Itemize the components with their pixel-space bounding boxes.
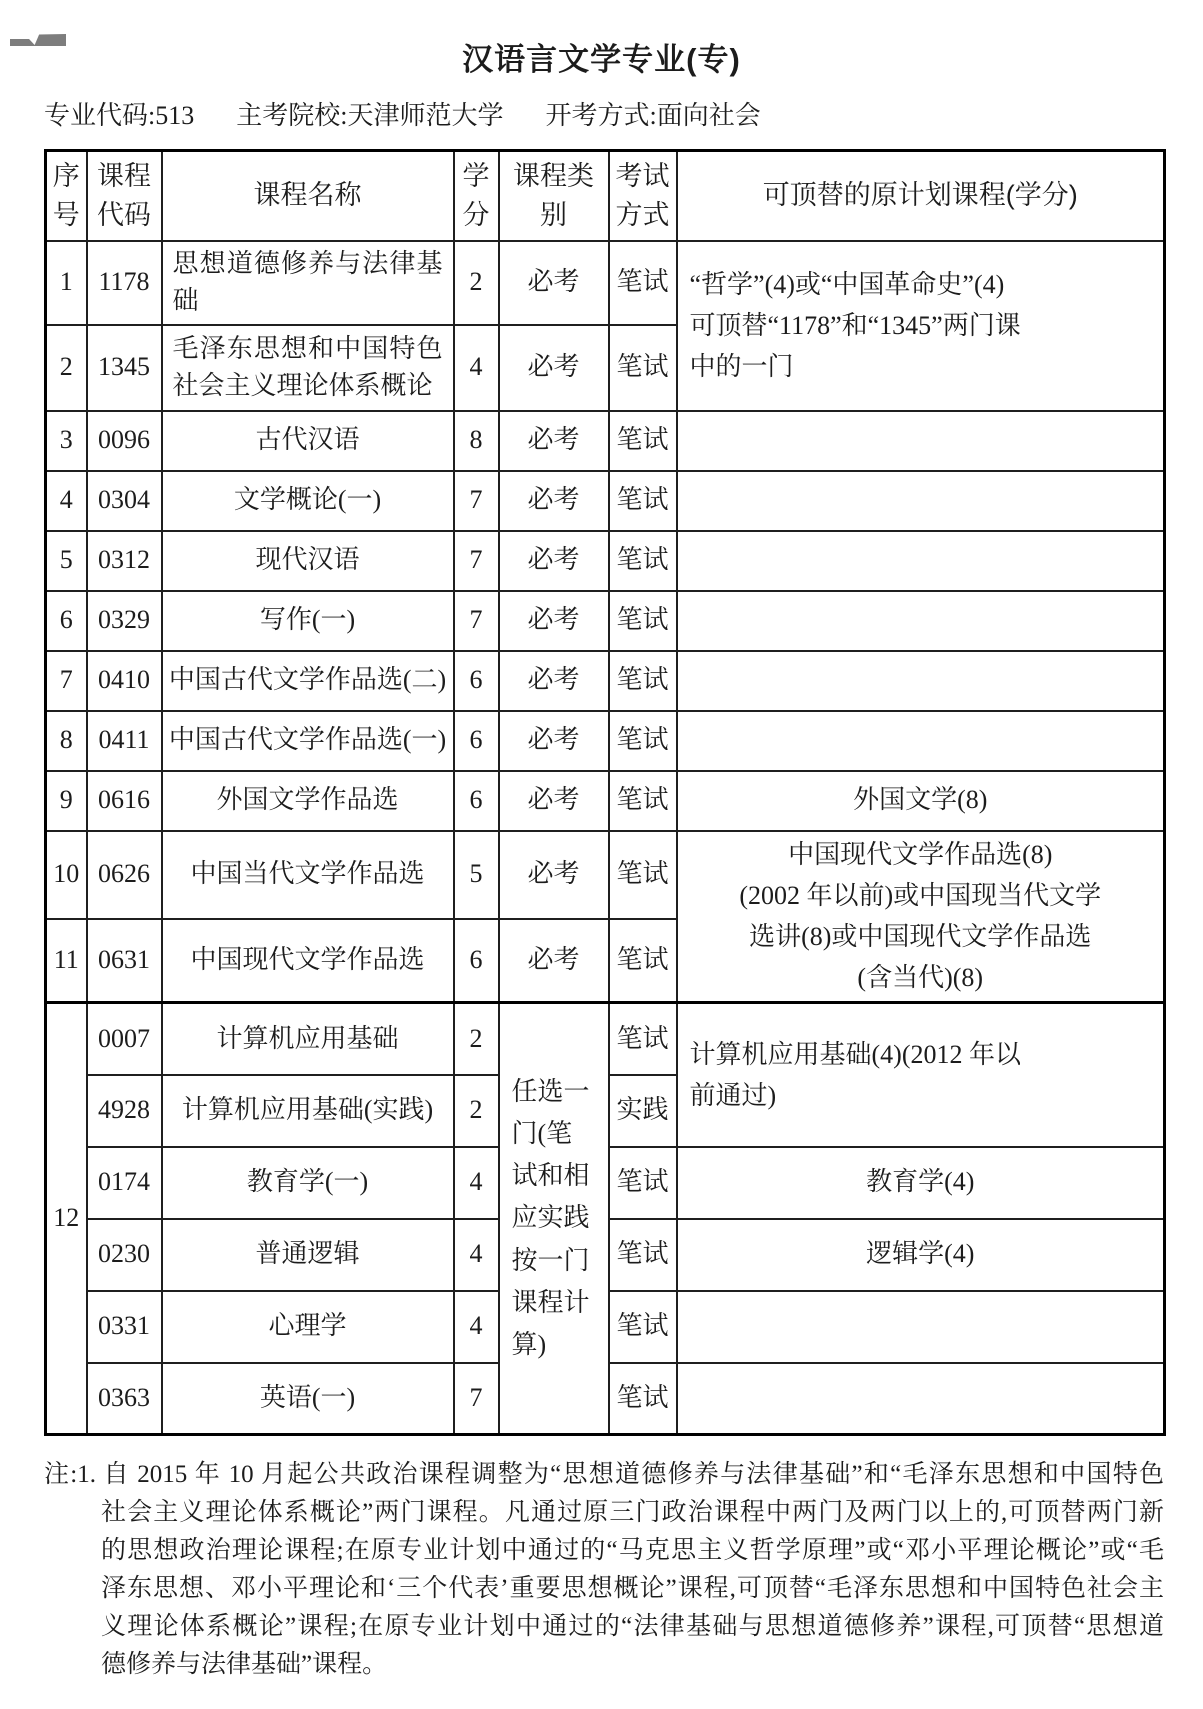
cell-code: 0329 xyxy=(87,591,162,651)
cell-name: 普通逻辑 xyxy=(162,1219,454,1291)
footnote-line: 社会主义理论体系概论”两门课程。凡通过原三门政治课程中两门及两门以上的,可顶替两门新 xyxy=(101,1499,1164,1526)
cell-code: 0096 xyxy=(87,411,162,471)
cell-seq: 7 xyxy=(46,651,87,711)
cell-category: 必考 xyxy=(499,325,609,411)
cell-code: 0304 xyxy=(87,471,162,531)
table-row xyxy=(46,591,1165,651)
cell-name: 古代汉语 xyxy=(162,411,454,471)
cell-seq: 1 xyxy=(46,241,87,325)
cell-category-merged: 任选一门(笔试和相应实践按一门课程计算) xyxy=(499,1003,609,1435)
cell-replace xyxy=(677,1291,1165,1363)
cell-credits: 8 xyxy=(454,411,499,471)
cell-replace-merged xyxy=(677,1003,1165,1147)
col-header-seq: 序号 xyxy=(46,151,87,241)
cell-code: 0331 xyxy=(87,1291,162,1363)
cell-category: 必考 xyxy=(499,241,609,325)
cell-exam: 笔试 xyxy=(609,1219,677,1291)
cell-name: 中国古代文学作品选(二) xyxy=(162,651,454,711)
cell-seq: 5 xyxy=(46,531,87,591)
table-row xyxy=(46,471,1165,531)
cell-code: 0174 xyxy=(87,1147,162,1219)
cell-name: 中国当代文学作品选 xyxy=(162,831,454,919)
cell-replace: 逻辑学(4) xyxy=(677,1219,1165,1291)
footnote-line: 的思想政治理论课程;在原专业计划中通过的“马克思主义哲学原理”或“邓小平理论概论”或“毛 xyxy=(101,1537,1164,1564)
cell-credits: 6 xyxy=(454,919,499,1003)
footnote-block xyxy=(44,1456,1164,1684)
cell-exam: 笔试 xyxy=(609,771,677,831)
cell-credits: 4 xyxy=(454,1291,499,1363)
replace-line: 计算机应用基础(4)(2012 年以 xyxy=(689,1039,1021,1069)
col-header-replace: 可顶替的原计划课程(学分) xyxy=(677,151,1165,241)
cell-replace xyxy=(677,591,1165,651)
cell-name: 写作(一) xyxy=(162,591,454,651)
cell-seq: 9 xyxy=(46,771,87,831)
col-header-credits: 学分 xyxy=(454,151,499,241)
cell-code: 0230 xyxy=(87,1219,162,1291)
replace-line: 可顶替“1178”和“1345”两门课 xyxy=(689,310,1021,340)
cell-credits: 4 xyxy=(454,1147,499,1219)
cell-name: 中国现代文学作品选 xyxy=(162,919,454,1003)
cell-replace xyxy=(677,531,1165,591)
cell-code: 0007 xyxy=(87,1003,162,1075)
table-row xyxy=(46,241,1165,325)
replace-line: (含当代)(8) xyxy=(857,963,984,993)
cell-code: 0626 xyxy=(87,831,162,919)
cell-exam: 笔试 xyxy=(609,1003,677,1075)
host-school: 主考院校:天津师范大学 xyxy=(236,101,504,130)
table-row xyxy=(46,651,1165,711)
cell-code: 1345 xyxy=(87,325,162,411)
cell-exam: 笔试 xyxy=(609,411,677,471)
cell-exam: 笔试 xyxy=(609,471,677,531)
cell-name: 思想道德修养与法律基础 xyxy=(162,241,454,325)
cell-credits: 2 xyxy=(454,241,499,325)
cell-exam: 笔试 xyxy=(609,241,677,325)
cell-code: 4928 xyxy=(87,1075,162,1147)
cell-name: 文学概论(一) xyxy=(162,471,454,531)
cell-exam: 实践 xyxy=(609,1075,677,1147)
cell-exam: 笔试 xyxy=(609,1147,677,1219)
replace-line: “哲学”(4)或“中国革命史”(4) xyxy=(689,269,1005,299)
cell-exam: 笔试 xyxy=(609,1363,677,1435)
cell-category: 必考 xyxy=(499,771,609,831)
course-plan-table xyxy=(44,149,1166,1436)
cell-seq: 11 xyxy=(46,919,87,1003)
cell-name: 毛泽东思想和中国特色社会主义理论体系概论 xyxy=(162,325,454,411)
cell-exam: 笔试 xyxy=(609,651,677,711)
major-code: 专业代码:513 xyxy=(44,101,195,130)
cell-name: 计算机应用基础(实践) xyxy=(162,1075,454,1147)
cell-code: 0363 xyxy=(87,1363,162,1435)
cell-seq: 8 xyxy=(46,711,87,771)
cell-credits: 7 xyxy=(454,471,499,531)
cell-credits: 5 xyxy=(454,831,499,919)
table-row xyxy=(46,831,1165,919)
cell-exam: 笔试 xyxy=(609,325,677,411)
cell-name: 外国文学作品选 xyxy=(162,771,454,831)
cell-replace xyxy=(677,411,1165,471)
cell-code: 0312 xyxy=(87,531,162,591)
col-header-exam: 考试方式 xyxy=(609,151,677,241)
cell-credits: 4 xyxy=(454,325,499,411)
table-row xyxy=(46,411,1165,471)
cell-category: 必考 xyxy=(499,919,609,1003)
replace-line: 中的一门 xyxy=(689,352,794,382)
cell-credits: 7 xyxy=(454,591,499,651)
cell-credits: 6 xyxy=(454,711,499,771)
cell-seq: 2 xyxy=(46,325,87,411)
cell-exam: 笔试 xyxy=(609,531,677,591)
cell-credits: 6 xyxy=(454,771,499,831)
cell-replace-merged xyxy=(677,241,1165,411)
cell-replace: 外国文学(8) xyxy=(677,771,1165,831)
cell-code: 0631 xyxy=(87,919,162,1003)
cell-category: 必考 xyxy=(499,411,609,471)
replace-line: 选讲(8)或中国现代文学作品选 xyxy=(749,922,1092,952)
cell-category: 必考 xyxy=(499,831,609,919)
cell-seq: 4 xyxy=(46,471,87,531)
cell-replace xyxy=(677,1363,1165,1435)
cell-category: 必考 xyxy=(499,531,609,591)
cell-replace xyxy=(677,711,1165,771)
major-meta-line xyxy=(44,95,1203,132)
cell-exam: 笔试 xyxy=(609,591,677,651)
replace-line: 中国现代文学作品选(8) xyxy=(788,840,1053,870)
cell-name: 计算机应用基础 xyxy=(162,1003,454,1075)
cell-credits: 7 xyxy=(454,531,499,591)
cell-name: 中国古代文学作品选(一) xyxy=(162,711,454,771)
col-header-category: 课程类别 xyxy=(499,151,609,241)
cell-seq: 10 xyxy=(46,831,87,919)
cell-category: 必考 xyxy=(499,651,609,711)
footnote-line: 德修养与法律基础”课程。 xyxy=(101,1651,388,1678)
cell-name: 英语(一) xyxy=(162,1363,454,1435)
col-header-code: 课程代码 xyxy=(87,151,162,241)
cell-exam: 笔试 xyxy=(609,711,677,771)
cell-seq-group12: 12 xyxy=(46,1003,87,1435)
page-title: 汉语言文学专业(专) xyxy=(462,42,741,77)
cell-credits: 2 xyxy=(454,1075,499,1147)
footnote-line: 义理论体系概论”课程;在原专业计划中通过的“法律基础与思想道德修养”课程,可顶替“思想道 xyxy=(101,1613,1164,1640)
cell-name: 心理学 xyxy=(162,1291,454,1363)
cell-replace: 教育学(4) xyxy=(677,1147,1165,1219)
exam-mode: 开考方式:面向社会 xyxy=(545,101,761,130)
cell-seq: 3 xyxy=(46,411,87,471)
cell-exam: 笔试 xyxy=(609,1291,677,1363)
cell-credits: 4 xyxy=(454,1219,499,1291)
cell-code: 0616 xyxy=(87,771,162,831)
cell-replace-merged xyxy=(677,831,1165,1003)
cell-code: 0411 xyxy=(87,711,162,771)
cell-seq: 6 xyxy=(46,591,87,651)
table-header-row xyxy=(46,151,1165,241)
footnote-line: 注:1. 自 2015 年 10 月起公共政治课程调整为“思想道德修养与法律基础”和“毛泽东思想和中国特色 xyxy=(44,1461,1164,1488)
cell-credits: 6 xyxy=(454,651,499,711)
replace-line: (2002 年以前)或中国现当代文学 xyxy=(739,881,1102,911)
cell-category: 必考 xyxy=(499,591,609,651)
cell-code: 0410 xyxy=(87,651,162,711)
cell-category: 必考 xyxy=(499,471,609,531)
table-row xyxy=(46,711,1165,771)
cell-name: 现代汉语 xyxy=(162,531,454,591)
cell-exam: 笔试 xyxy=(609,831,677,919)
cell-category: 必考 xyxy=(499,711,609,771)
table-row xyxy=(46,1003,1165,1075)
cell-replace xyxy=(677,471,1165,531)
col-header-name: 课程名称 xyxy=(162,151,454,241)
table-row xyxy=(46,771,1165,831)
cell-name: 教育学(一) xyxy=(162,1147,454,1219)
cell-credits: 2 xyxy=(454,1003,499,1075)
cell-replace xyxy=(677,651,1165,711)
cell-code: 1178 xyxy=(87,241,162,325)
table-row xyxy=(46,531,1165,591)
cell-exam: 笔试 xyxy=(609,919,677,1003)
footnote-line: 泽东思想、邓小平理论和‘三个代表’重要思想概论”课程,可顶替“毛泽东思想和中国特色社会主 xyxy=(101,1575,1164,1602)
cell-credits: 7 xyxy=(454,1363,499,1435)
replace-line: 前通过) xyxy=(689,1080,777,1110)
